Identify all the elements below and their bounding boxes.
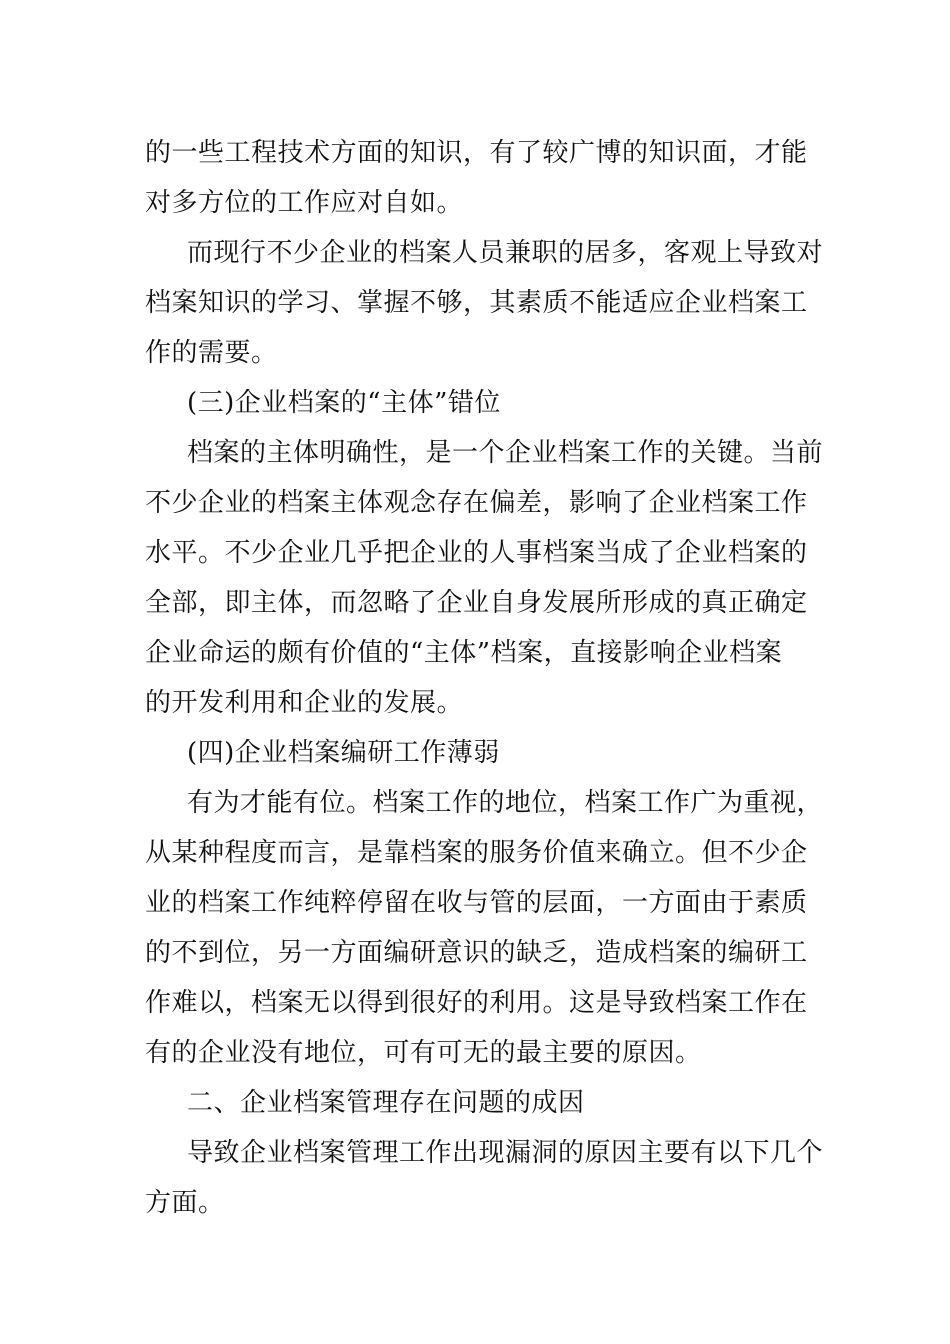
text-line: 业的档案工作纯粹停留在收与管的层面，一方面由于素质 <box>145 888 808 918</box>
text-line: 水平。不少企业几乎把企业的人事档案当成了企业档案的 <box>145 538 808 568</box>
section-heading-4: (四)企业档案编研工作薄弱 <box>187 738 500 768</box>
body-text <box>145 128 824 1228</box>
section-heading-3: (三)企业档案的“主体”错位 <box>187 388 501 418</box>
text-line: 作的需要。 <box>145 338 278 368</box>
paragraph-start-line: 档案的主体明确性，是一个企业档案工作的关键。当前 <box>187 438 824 468</box>
text-line: 作难以，档案无以得到很好的利用。这是导致档案工作在 <box>145 988 808 1018</box>
text-line: 方面。 <box>145 1188 225 1218</box>
text-line: 的一些工程技术方面的知识，有了较广博的知识面，才能 <box>145 138 808 168</box>
paragraph-start-line: 有为才能有位。档案工作的地位，档案工作广为重视， <box>187 788 824 818</box>
text-line: 有的企业没有地位，可有可无的最主要的原因。 <box>145 1038 702 1068</box>
text-line: 档案知识的学习、掌握不够，其素质不能适应企业档案工 <box>145 288 808 318</box>
paragraph-start-line: 而现行不少企业的档案人员兼职的居多，客观上导致对 <box>187 238 824 268</box>
text-line: 对多方位的工作应对自如。 <box>145 188 464 218</box>
text-line: 不少企业的档案主体观念存在偏差，影响了企业档案工作 <box>145 488 808 518</box>
text-line: 企业命运的颇有价值的“主体”档案，直接影响企业档案 <box>145 638 783 668</box>
text-line: 的不到位，另一方面编研意识的缺乏，造成档案的编研工 <box>145 938 808 968</box>
section-heading-2: 二、企业档案管理存在问题的成因 <box>187 1088 585 1118</box>
text-line: 的开发利用和企业的发展。 <box>145 688 464 718</box>
text-line: 从某种程度而言，是靠档案的服务价值来确立。但不少企 <box>145 838 808 868</box>
text-line: 全部，即主体，而忽略了企业自身发展所形成的真正确定 <box>145 588 808 618</box>
paragraph-start-line: 导致企业档案管理工作出现漏洞的原因主要有以下几个 <box>187 1138 824 1168</box>
